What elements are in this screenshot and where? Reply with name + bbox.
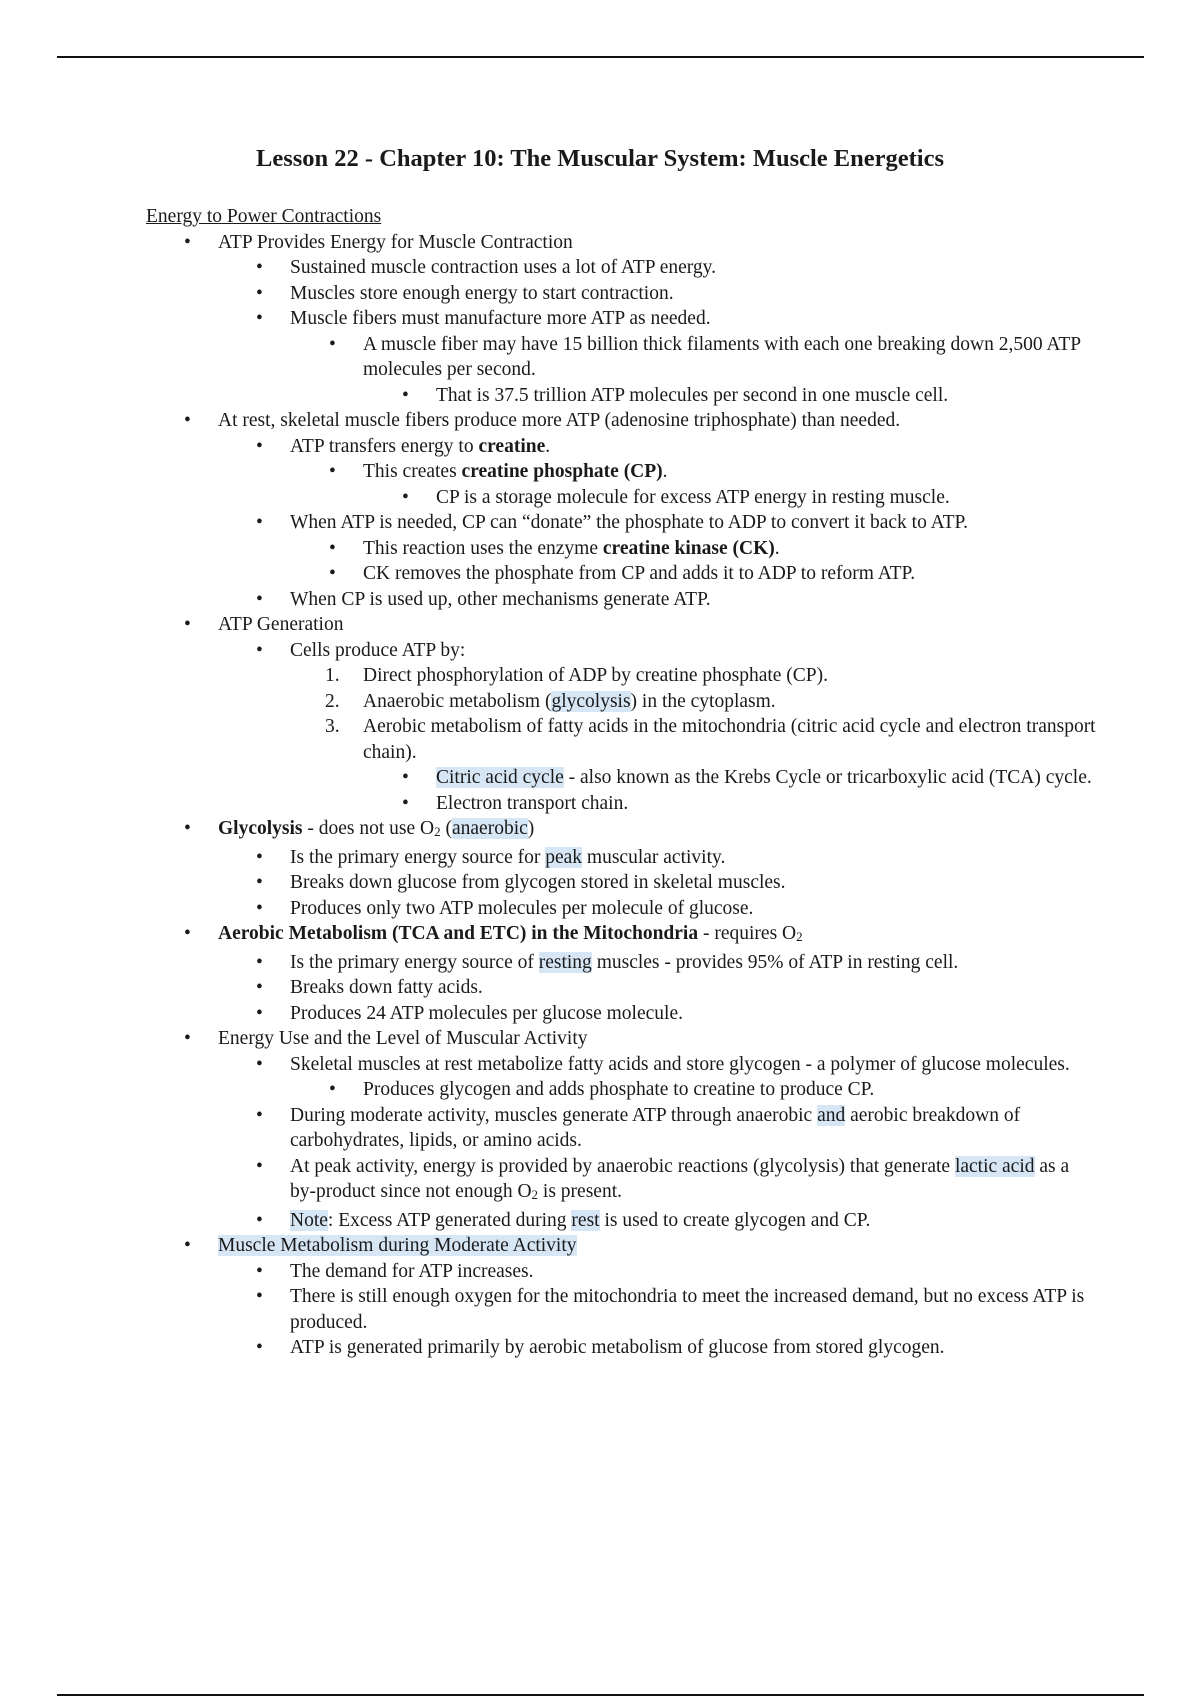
bullet-item bbox=[256, 1052, 1096, 1078]
item-text: Breaks down fatty acids. bbox=[290, 977, 483, 998]
item-text: ATP Provides Energy for Muscle Contraction bbox=[218, 231, 573, 253]
bullet-icon: • bbox=[256, 1260, 263, 1282]
item-text: At rest, skeletal muscle fibers produce more ATP (adenosine triphosphate) than needed. bbox=[218, 410, 901, 431]
bullet-icon: • bbox=[184, 923, 191, 944]
bullet-icon: • bbox=[256, 282, 263, 304]
bullet-item bbox=[402, 383, 1096, 409]
bullet-icon: • bbox=[256, 588, 263, 610]
item-text: Electron transport chain. bbox=[436, 792, 629, 814]
bullet-item bbox=[402, 765, 1096, 791]
item-text: is used to create glycogen and CP. bbox=[599, 1209, 871, 1231]
bullet-item bbox=[256, 870, 1096, 896]
item-text: Produces glycogen and adds phosphate to creatine to produce CP. bbox=[363, 1079, 875, 1100]
bullet-item bbox=[256, 1284, 1096, 1335]
bullet-icon: • bbox=[256, 639, 263, 661]
bullet-item bbox=[256, 1103, 1096, 1154]
bullet-icon: • bbox=[256, 846, 263, 868]
bullet-item bbox=[184, 921, 1096, 950]
item-text: This reaction uses the enzyme bbox=[363, 537, 603, 559]
item-text: Energy Use and the Level of Muscular Activity bbox=[218, 1028, 588, 1049]
item-text: muscles - provides 95% of ATP in resting cell. bbox=[591, 951, 959, 973]
bullet-icon: • bbox=[256, 435, 263, 457]
bullet-item bbox=[184, 816, 1096, 845]
bullet-icon: • bbox=[256, 1104, 263, 1126]
bullet-icon: • bbox=[184, 614, 191, 635]
item-text: ATP transfers energy to bbox=[290, 435, 479, 457]
bullet-item bbox=[256, 255, 1096, 281]
item-text: . bbox=[545, 435, 551, 457]
item-text: Anaerobic metabolism ( bbox=[363, 690, 552, 712]
item-text: as a by-product since not enough O bbox=[290, 1155, 1070, 1202]
bullet-item bbox=[256, 975, 1096, 1001]
bullet-item bbox=[329, 561, 1096, 587]
highlighted-text: Note bbox=[290, 1209, 328, 1231]
bullet-icon: • bbox=[402, 384, 409, 406]
bullet-item bbox=[402, 485, 1096, 511]
bullet-icon: • bbox=[256, 1286, 263, 1307]
bullet-icon: • bbox=[256, 1053, 263, 1075]
highlighted-text: Muscle Metabolism during Moderate Activity bbox=[218, 1235, 577, 1256]
item-text: When ATP is needed, CP can “donate” the phosphate to ADP to convert it back to ATP. bbox=[290, 512, 969, 533]
bullet-item bbox=[256, 281, 1096, 307]
bullet-icon: • bbox=[256, 257, 263, 278]
highlighted-text: resting bbox=[538, 951, 592, 973]
highlighted-text: rest bbox=[571, 1209, 600, 1231]
item-text: When CP is used up, other mechanisms generate ATP. bbox=[290, 588, 711, 610]
item-text: - also known as the Krebs Cycle or tricarboxylic acid (TCA) cycle. bbox=[563, 767, 1092, 788]
bullet-item bbox=[256, 510, 1096, 536]
item-text: 2 bbox=[434, 824, 441, 839]
bullet-icon: • bbox=[329, 461, 336, 482]
bullet-icon: • bbox=[402, 792, 409, 814]
bullet-item bbox=[184, 408, 1096, 434]
item-text: Skeletal muscles at rest metabolize fatty acids and store glycogen - a polymer of glucose molecules. bbox=[290, 1053, 1070, 1075]
bullet-icon: • bbox=[256, 1002, 263, 1024]
item-text: : Excess ATP generated during bbox=[327, 1209, 572, 1231]
item-text: Muscles store enough energy to start contraction. bbox=[290, 282, 674, 304]
bullet-item bbox=[256, 638, 1096, 664]
bullet-item bbox=[256, 1259, 1096, 1285]
bullet-item bbox=[256, 896, 1096, 922]
bullet-icon: • bbox=[256, 308, 263, 329]
item-text: This creates bbox=[363, 461, 462, 482]
bullet-icon: • bbox=[256, 1155, 263, 1177]
bullet-icon: • bbox=[184, 1235, 191, 1256]
bullet-icon: • bbox=[256, 512, 263, 533]
item-text: During moderate activity, muscles generate ATP through anaerobic bbox=[290, 1104, 818, 1126]
item-text: . bbox=[662, 461, 668, 482]
bullet-item bbox=[256, 306, 1096, 332]
item-text: ATP is generated primarily by aerobic metabolism of glucose from stored glycogen. bbox=[290, 1337, 945, 1358]
bullet-icon: • bbox=[256, 977, 263, 998]
bullet-icon: • bbox=[256, 1209, 263, 1231]
item-text: Direct phosphorylation of ADP by creatine phosphate (CP). bbox=[363, 665, 829, 686]
bullet-item bbox=[256, 587, 1096, 613]
item-text: Breaks down glucose from glycogen stored in skeletal muscles. bbox=[290, 872, 786, 893]
highlighted-text: anaerobic bbox=[452, 818, 528, 839]
top-rule bbox=[57, 56, 1144, 58]
item-text: Aerobic metabolism of fatty acids in the mitochondria (citric acid cycle and electron transport chain). bbox=[363, 716, 1096, 763]
bullet-icon: • bbox=[329, 563, 336, 584]
item-text: CP is a storage molecule for excess ATP energy in resting muscle. bbox=[436, 486, 950, 508]
bullet-icon: • bbox=[329, 333, 336, 355]
highlighted-text: lactic acid bbox=[954, 1155, 1035, 1177]
item-text: 2 bbox=[531, 1187, 539, 1202]
bullet-icon: • bbox=[184, 818, 191, 839]
item-text: ) bbox=[527, 818, 535, 839]
bullet-item bbox=[329, 332, 1096, 383]
numbered-item bbox=[325, 663, 1096, 689]
item-text: Sustained muscle contraction uses a lot of ATP energy. bbox=[290, 257, 717, 278]
bullet-item bbox=[256, 845, 1096, 871]
item-text: A muscle fiber may have 15 billion thick filaments with each one breaking down 2,500 ATP molecules per second. bbox=[363, 333, 1081, 380]
highlighted-text: Citric acid cycle bbox=[436, 767, 564, 788]
bullet-icon: • bbox=[184, 231, 191, 253]
item-text: CK removes the phosphate from CP and adds it to ADP to reform ATP. bbox=[363, 563, 916, 584]
document-title: Lesson 22 - Chapter 10: The Muscular System: Muscle Energetics bbox=[256, 145, 944, 172]
numbered-item bbox=[325, 689, 1096, 715]
document-body bbox=[146, 204, 1096, 1361]
bold-text: creatine bbox=[478, 435, 546, 457]
item-text: ( bbox=[440, 818, 452, 839]
item-text: Muscle fibers must manufacture more ATP as needed. bbox=[290, 308, 711, 329]
bullet-item bbox=[184, 612, 1096, 638]
bullet-item bbox=[184, 1233, 1096, 1259]
item-text: . bbox=[774, 537, 780, 559]
bullet-icon: • bbox=[184, 1028, 191, 1049]
highlighted-text: glycolysis bbox=[551, 690, 631, 712]
highlighted-text: peak bbox=[545, 846, 583, 868]
bullet-item bbox=[184, 230, 1096, 256]
item-text: There is still enough oxygen for the mitochondria to meet the increased demand, but no excess ATP is produced. bbox=[290, 1286, 1085, 1333]
item-text: aerobic breakdown of carbohydrates, lipids, or amino acids. bbox=[290, 1104, 1021, 1151]
item-text: Is the primary energy source for bbox=[290, 846, 546, 868]
item-text: That is 37.5 trillion ATP molecules per second in one muscle cell. bbox=[436, 384, 949, 406]
bullet-item bbox=[256, 1001, 1096, 1027]
highlighted-text: and bbox=[817, 1104, 846, 1126]
item-text: muscular activity. bbox=[582, 846, 726, 868]
bold-text: Aerobic Metabolism (TCA and ETC) in the Mitochondria bbox=[218, 923, 699, 944]
bullet-icon: • bbox=[329, 1079, 336, 1100]
bullet-item bbox=[256, 1154, 1096, 1208]
bullet-item bbox=[256, 1208, 1096, 1234]
bullet-icon: • bbox=[256, 951, 263, 973]
item-text: At peak activity, energy is provided by anaerobic reactions (glycolysis) that generate bbox=[290, 1155, 955, 1177]
item-text: - requires O bbox=[698, 923, 797, 944]
bold-text: Glycolysis bbox=[218, 818, 303, 839]
list-number: 3. bbox=[325, 716, 340, 737]
bullet-icon: • bbox=[184, 410, 191, 431]
item-text: Is the primary energy source of bbox=[290, 951, 539, 973]
bottom-rule bbox=[57, 1694, 1144, 1696]
bullet-item bbox=[329, 536, 1096, 562]
bullet-icon: • bbox=[402, 767, 409, 788]
outline-list bbox=[146, 230, 1096, 1361]
bullet-item bbox=[256, 1335, 1096, 1361]
item-text: The demand for ATP increases. bbox=[290, 1260, 534, 1282]
bullet-item bbox=[402, 791, 1096, 817]
bold-text: creatine phosphate (CP) bbox=[461, 461, 663, 482]
item-text: is present. bbox=[538, 1181, 622, 1202]
bullet-item bbox=[256, 434, 1096, 460]
bullet-item bbox=[329, 1077, 1096, 1103]
item-text: ATP Generation bbox=[218, 614, 344, 635]
item-text: 2 bbox=[796, 929, 803, 944]
item-text: - does not use O bbox=[302, 818, 435, 839]
bullet-icon: • bbox=[329, 537, 336, 559]
bullet-icon: • bbox=[256, 872, 263, 893]
item-text: ) in the cytoplasm. bbox=[630, 690, 776, 712]
item-text: Cells produce ATP by: bbox=[290, 639, 466, 661]
list-number: 1. bbox=[325, 665, 340, 686]
item-text: Produces only two ATP molecules per molecule of glucose. bbox=[290, 897, 754, 919]
bold-text: creatine kinase (CK) bbox=[602, 537, 775, 559]
bullet-item bbox=[329, 459, 1096, 485]
bullet-item bbox=[184, 1026, 1096, 1052]
list-number: 2. bbox=[325, 690, 340, 712]
bullet-icon: • bbox=[402, 486, 409, 508]
item-text: Produces 24 ATP molecules per glucose molecule. bbox=[290, 1002, 683, 1024]
numbered-item bbox=[325, 714, 1096, 765]
bullet-icon: • bbox=[256, 1337, 263, 1358]
bullet-item bbox=[256, 950, 1096, 976]
section-heading: Energy to Power Contractions bbox=[146, 206, 382, 227]
bullet-icon: • bbox=[256, 897, 263, 919]
